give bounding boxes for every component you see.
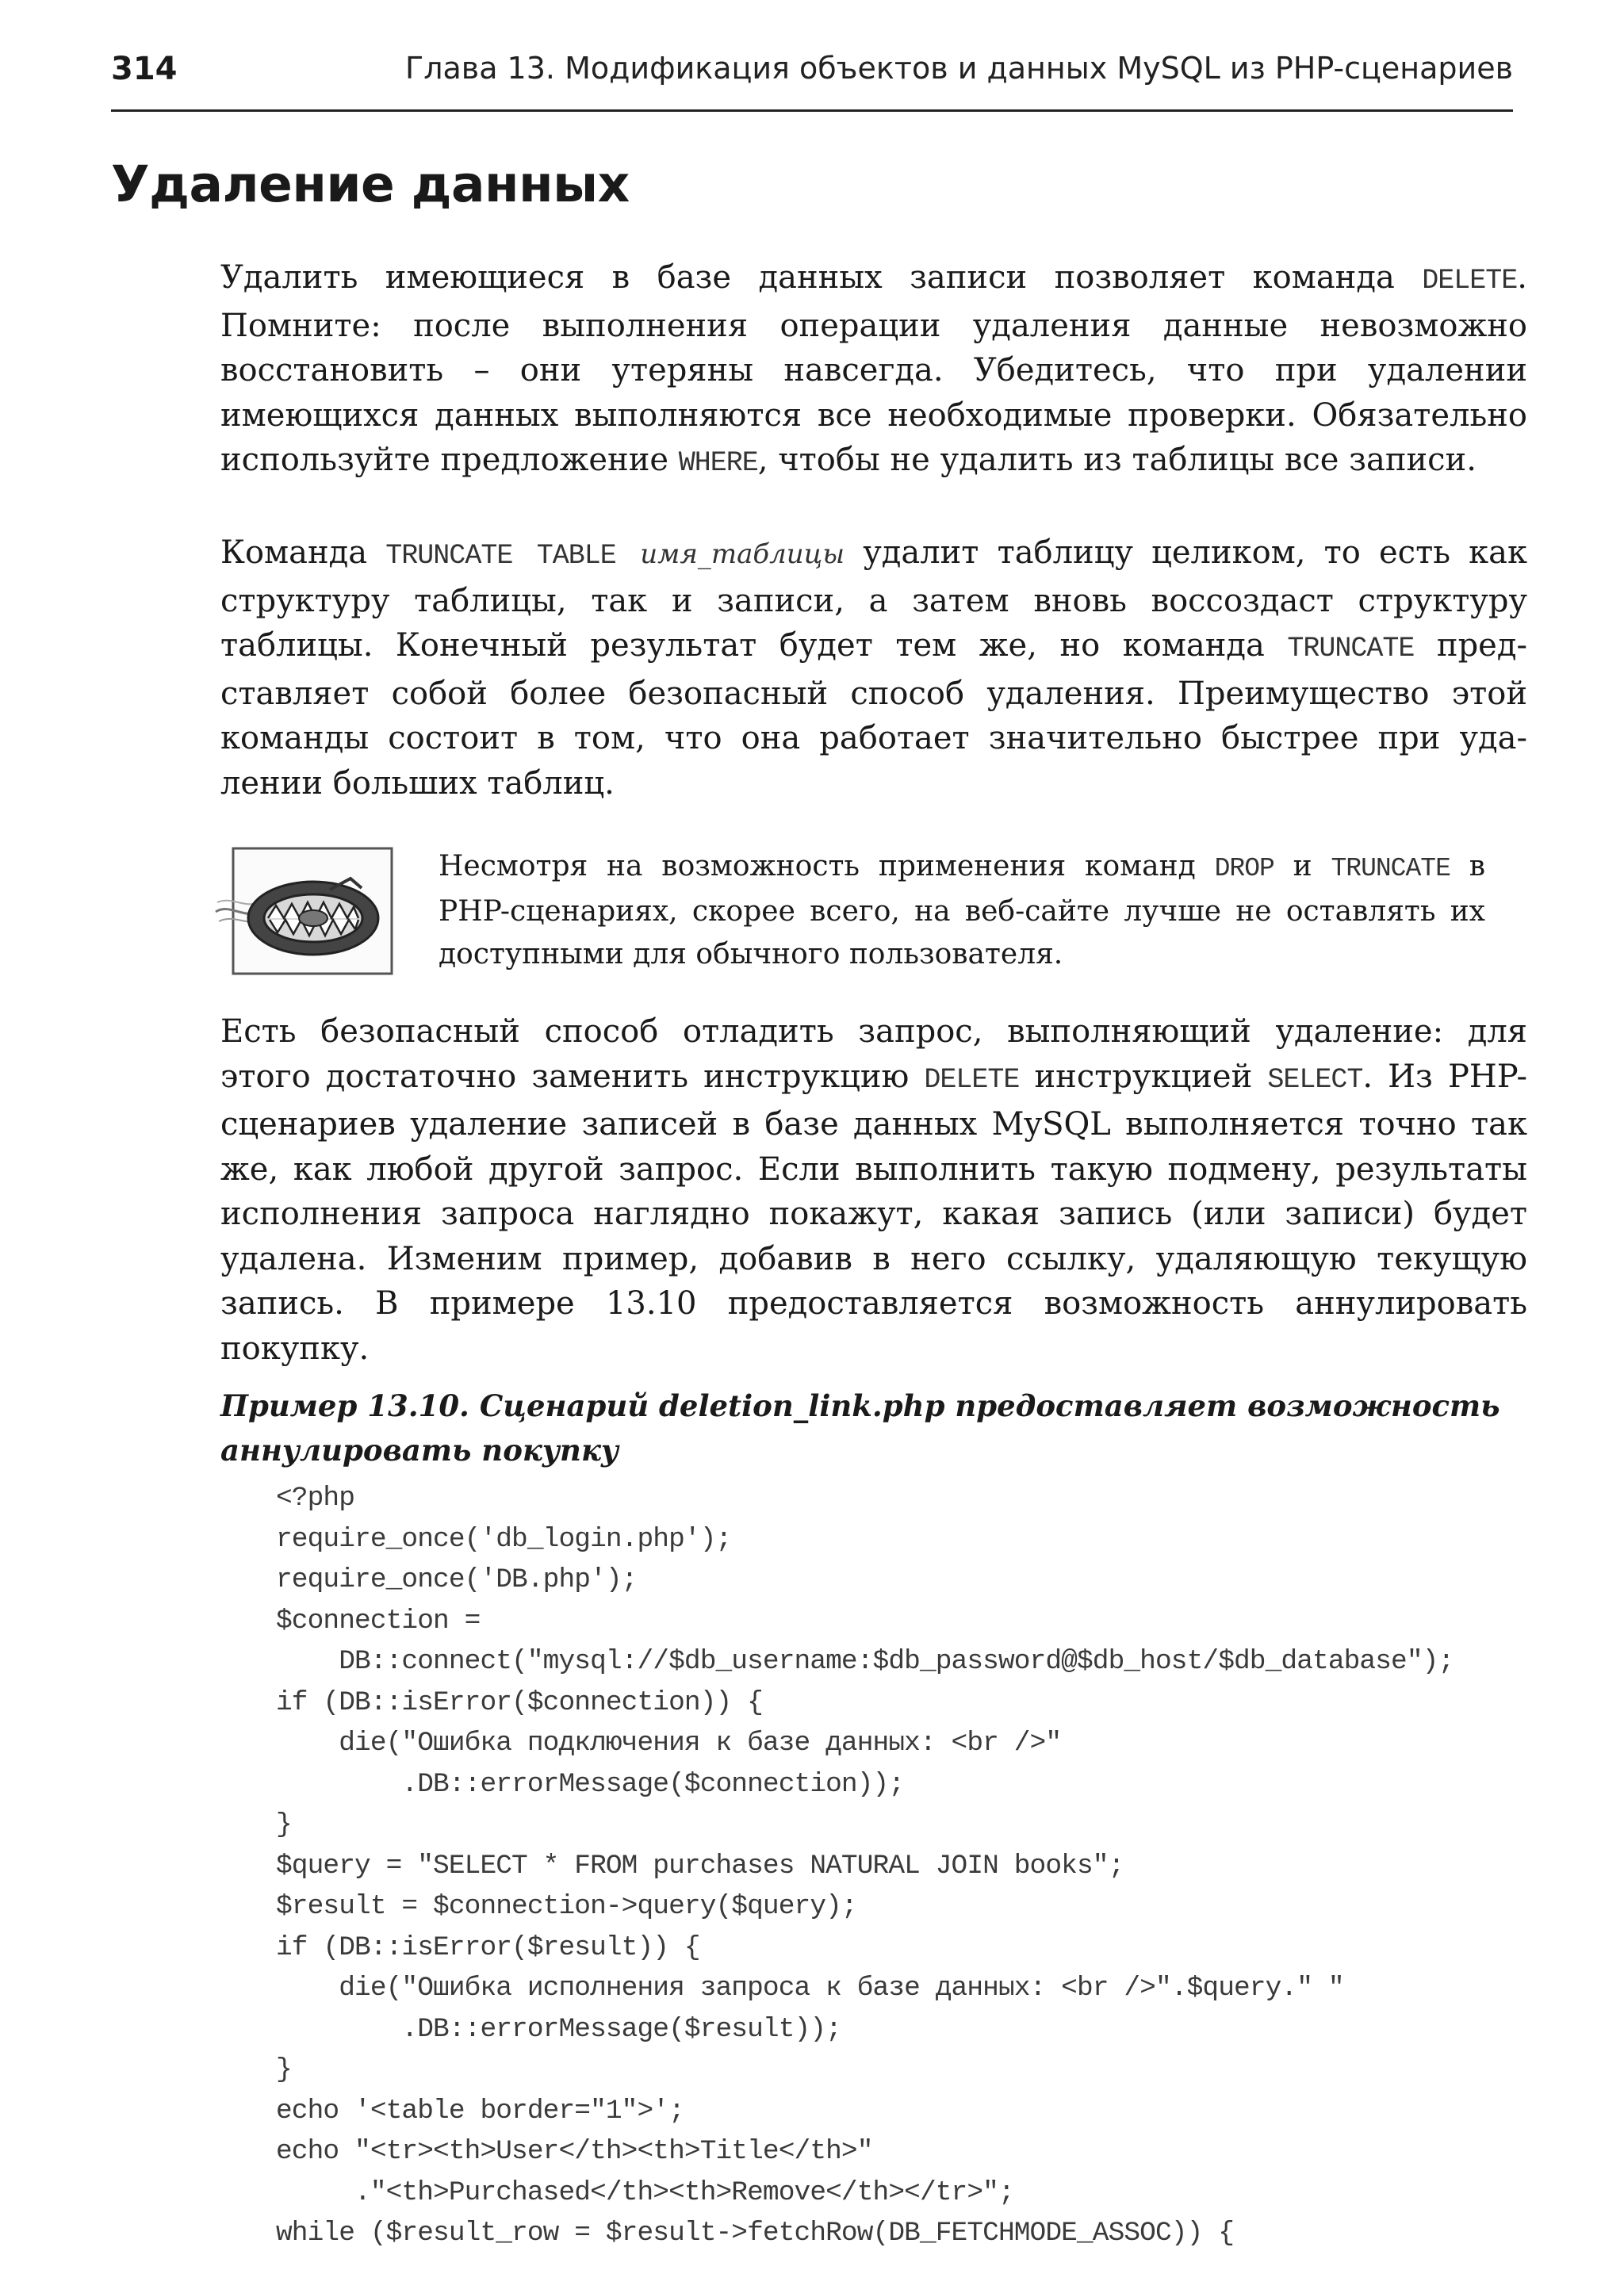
code-line: .DB::errorMessage($result)); <box>276 2013 841 2045</box>
code-line: echo "<tr><th>User</th><th>Title</th>" <box>276 2136 873 2167</box>
text-run: Есть безопасный способ отладить запрос, выполняющий удаление: для этого достаточно заменить инструкцию <box>220 1013 1527 1095</box>
text-run: . Помните: после выполнения операции удаления данные невозможно восстановить – они утеряны навсегда. Убедитесь, что при удалении имеющихся данных выполняются все необходимые проверки. Обязательно используйте предложение <box>220 259 1527 478</box>
code-listing <box>276 1478 1454 2254</box>
code-line: DB::connect("mysql://$db_username:$db_password@$db_host/$db_database"); <box>276 1646 1454 1677</box>
text-run: в PHP-сценариях, скорее всего, на веб-сайте лучше не оставлять их доступными для обычного пользователя. <box>439 850 1485 970</box>
code-line: die("Ошибка исполнения запроса к базе данных: <br />".$query." " <box>276 1973 1344 2004</box>
code-line: $query = "SELECT * FROM purchases NATURAL JOIN books"; <box>276 1850 1124 1882</box>
code-line: while ($result_row = $result->fetchRow(DB_FETCHMODE_ASSOC)) { <box>276 2218 1235 2249</box>
text-run: и <box>1274 850 1331 882</box>
running-head: Глава 13. Модификация объектов и данных MySQL из PHP-сценариев <box>405 51 1513 86</box>
code-line: } <box>276 2054 292 2085</box>
code-line: echo '<table border="1">'; <box>276 2095 684 2127</box>
code-line: require_once('DB.php'); <box>276 1564 638 1595</box>
inline-code: TRUNCATE TABLE <box>385 540 641 572</box>
code-line: die("Ошибка подключения к базе данных: <br />" <box>276 1728 1062 1759</box>
inline-code: WHERE <box>678 447 758 479</box>
inline-code: DELETE <box>924 1063 1020 1096</box>
bear-trap-warning-icon <box>214 847 396 978</box>
warning-note <box>439 845 1485 976</box>
text-run: Удалить имеющиеся в базе данных записи позволяет команда <box>220 259 1423 296</box>
page-number: 314 <box>111 51 178 87</box>
code-line: $connection = <box>276 1605 481 1637</box>
paragraph-safe-debug <box>220 1009 1527 1371</box>
code-line: $result = $connection->query($query); <box>276 1891 857 1922</box>
text-run: представляет собой более безопасный способ удаления. Преимущество этой команды состоит в том, что она работает значительно быстрее при удалении больших таблиц. <box>220 627 1527 802</box>
paragraph-truncate <box>220 530 1527 806</box>
code-line: .DB::errorMessage($connection)); <box>276 1768 905 1800</box>
page-header <box>111 46 1513 112</box>
text-run: . Из PHP-сценариев удаление записей в базе данных MySQL выполняется точно так же, как любой другой запрос. Если выполнить такую подмену, результаты исполнения запроса наглядно покажут, какая запись (или записи) будет удалена. Изменим пример, добавив в него ссылку, удаляющую текущую запись. В примере 13.10 предоставляется возможность аннулировать покупку. <box>220 1058 1527 1367</box>
code-line: ."<th>Purchased</th><th>Remove</th></tr>"; <box>276 2176 1014 2208</box>
inline-code: SELECT <box>1267 1063 1363 1096</box>
text-run: инструкцией <box>1019 1058 1268 1095</box>
inline-code: TRUNCATE <box>1331 854 1450 883</box>
code-line: if (DB::isError($connection)) { <box>276 1686 763 1718</box>
text-run: , чтобы не удалить из таблицы все записи. <box>757 442 1477 478</box>
paragraph-delete-intro <box>220 255 1527 486</box>
inline-code: TRUNCATE <box>1287 633 1415 664</box>
text-run: Команда <box>220 534 386 571</box>
inline-code: DELETE <box>1422 265 1518 297</box>
text-run: удалит таблицу целиком, то есть как структуру таблицы, так и записи, а затем вновь воссоздаст структуру таблицы. Конечный результат будет тем же, но команда <box>220 534 1527 664</box>
code-line: <?php <box>276 1483 355 1514</box>
code-line: if (DB::isError($result)) { <box>276 1931 700 1963</box>
code-line: require_once('db_login.php'); <box>276 1523 732 1555</box>
inline-code: DROP <box>1214 854 1274 883</box>
inline-code-placeholder: имя_таблицы <box>640 538 845 570</box>
code-line: } <box>276 1809 292 1840</box>
section-title: Удаление данных <box>111 155 630 213</box>
text-run: Несмотря на возможность применения команд <box>439 850 1215 882</box>
example-caption: Пример 13.10. Сценарий deletion_link.php предоставляет возможность аннулировать покупку <box>220 1388 1500 1468</box>
